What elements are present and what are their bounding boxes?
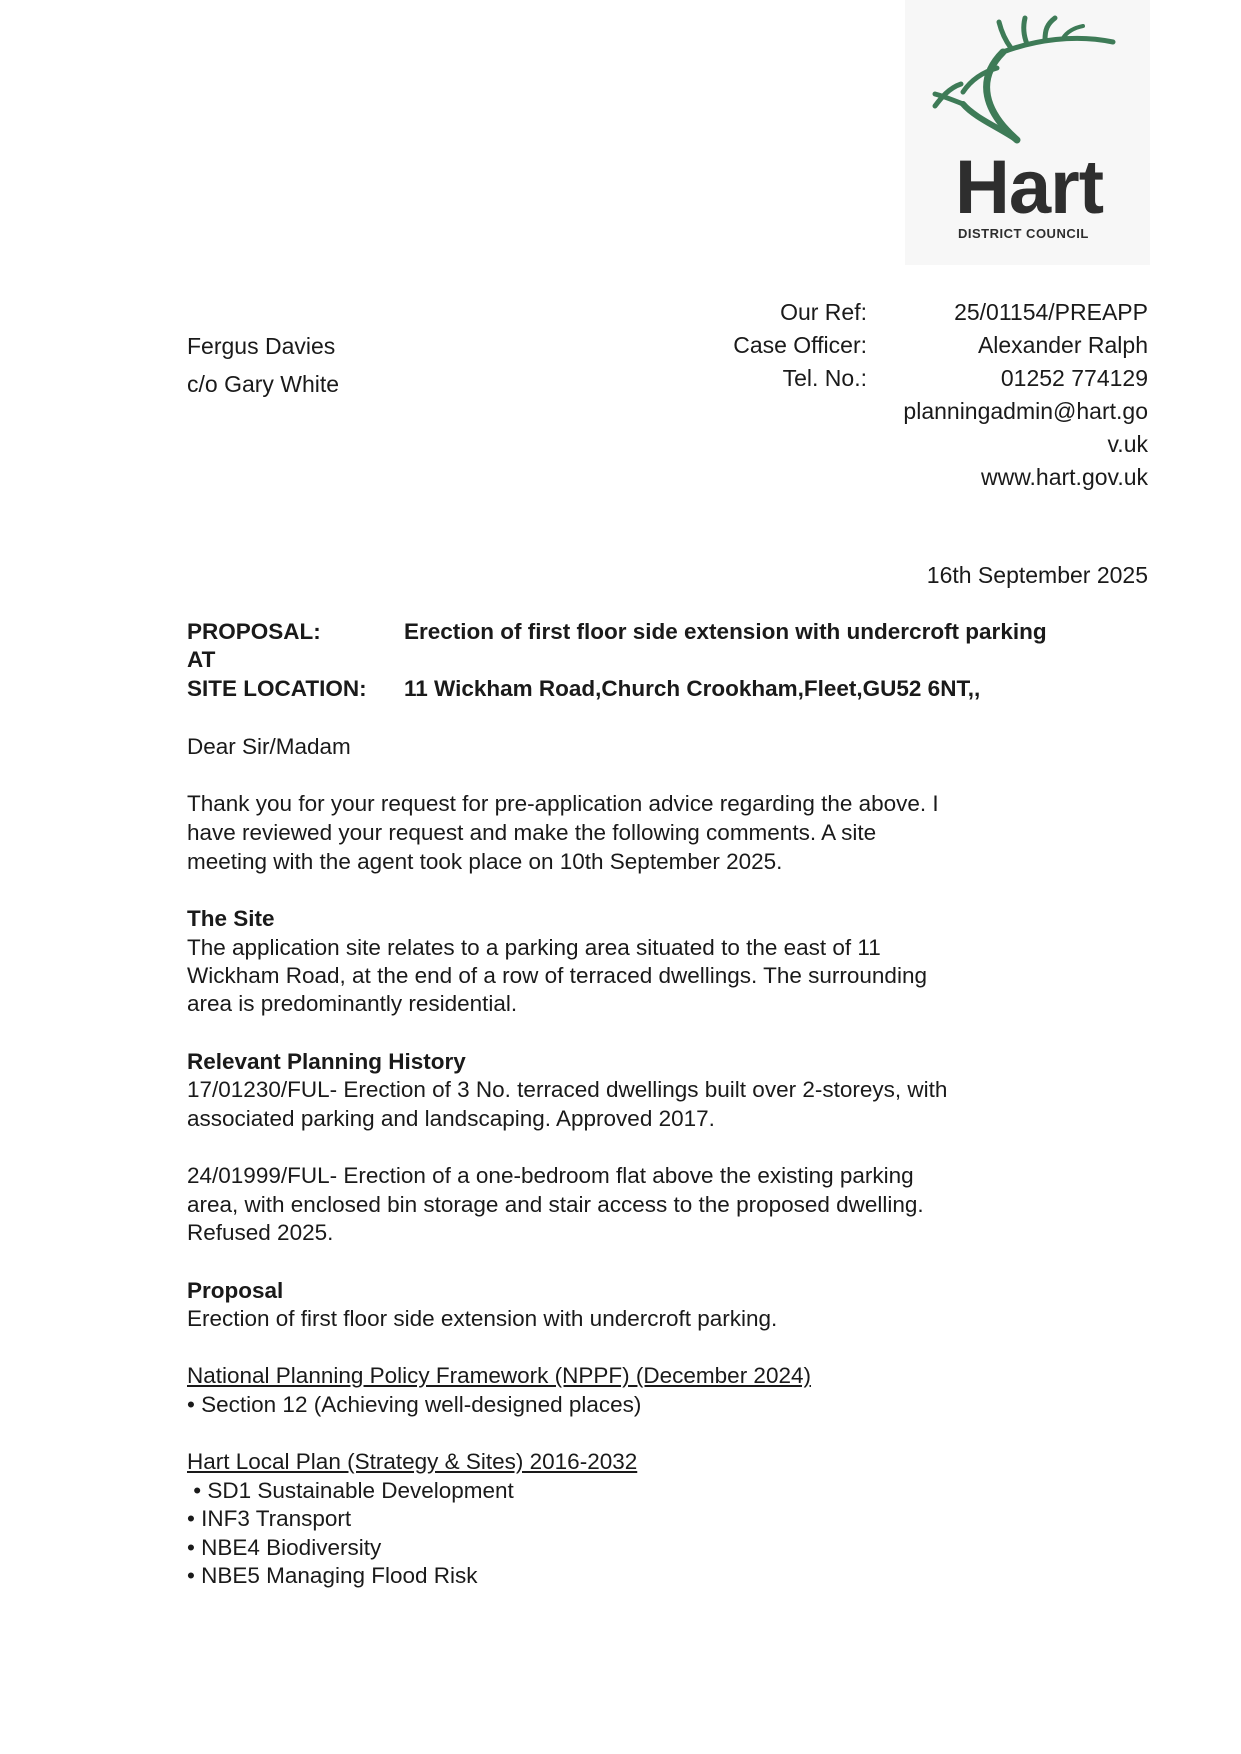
salutation: Dear Sir/Madam (187, 734, 351, 759)
intro-line: have reviewed your request and make the following comments. A site (187, 820, 877, 845)
site-location-label: SITE LOCATION: (187, 676, 367, 701)
proposal-at-label: AT (187, 647, 216, 672)
website: www.hart.gov.uk (980, 464, 1148, 490)
local-plan-item: • NBE4 Biodiversity (187, 1535, 382, 1560)
proposal-value: Erection of first floor side extension with undercroft parking (404, 619, 1047, 644)
intro-line: Thank you for your request for pre-application advice regarding the above. I (187, 791, 939, 816)
history-entry-line: associated parking and landscaping. Approved 2017. (187, 1106, 715, 1131)
proposal-section-heading: Proposal (187, 1278, 284, 1303)
addressee-care-of: c/o Gary White (187, 371, 340, 397)
site-line: The application site relates to a parking area situated to the east of 11 (187, 935, 881, 960)
proposal-section-text: Erection of first floor side extension with undercroft parking. (187, 1306, 778, 1331)
local-plan-item: • SD1 Sustainable Development (187, 1478, 514, 1503)
local-plan-item: • INF3 Transport (187, 1506, 352, 1531)
local-plan-heading: Hart Local Plan (Strategy & Sites) 2016-2032 (187, 1449, 638, 1474)
history-entry-line: Refused 2025. (187, 1220, 334, 1245)
history-entry-line: 17/01230/FUL- Erection of 3 No. terraced dwellings built over 2-storeys, with (187, 1077, 948, 1102)
site-line: Wickham Road, at the end of a row of terraced dwellings. The surrounding (187, 963, 927, 988)
history-heading: Relevant Planning History (187, 1049, 466, 1074)
proposal-label: PROPOSAL: (187, 619, 321, 644)
addressee-name: Fergus Davies (187, 333, 336, 359)
site-heading: The Site (187, 906, 275, 931)
intro-line: meeting with the agent took place on 10th September 2025. (187, 849, 783, 874)
case-officer-value: Alexander Ralph (977, 332, 1148, 358)
logo-subtitle: DISTRICT COUNCIL (958, 226, 1089, 241)
our-ref-label: Our Ref: (780, 299, 867, 325)
nppf-heading: National Planning Policy Framework (NPPF) (December 2024) (187, 1363, 811, 1388)
email-line-2: v.uk (1107, 431, 1148, 457)
history-entry-line: area, with enclosed bin storage and stair access to the proposed dwelling. (187, 1192, 924, 1217)
site-line: area is predominantly residential. (187, 991, 518, 1016)
site-location-value: 11 Wickham Road,Church Crookham,Fleet,GU52 6NT,, (404, 676, 981, 701)
our-ref-value: 25/01154/PREAPP (954, 299, 1148, 325)
logo-wordmark: Hart (955, 145, 1104, 230)
letter-date: 16th September 2025 (926, 562, 1148, 588)
council-logo (905, 0, 1150, 265)
nppf-item: • Section 12 (Achieving well-designed places) (187, 1392, 642, 1417)
local-plan-item: • NBE5 Managing Flood Risk (187, 1563, 478, 1588)
stag-antler-icon (905, 0, 1150, 160)
case-officer-label: Case Officer: (733, 332, 867, 358)
tel-label: Tel. No.: (782, 365, 867, 391)
tel-value: 01252 774129 (1000, 365, 1148, 391)
history-entry-line: 24/01999/FUL- Erection of a one-bedroom flat above the existing parking (187, 1163, 914, 1188)
email-line-1: planningadmin@hart.go (903, 398, 1148, 424)
